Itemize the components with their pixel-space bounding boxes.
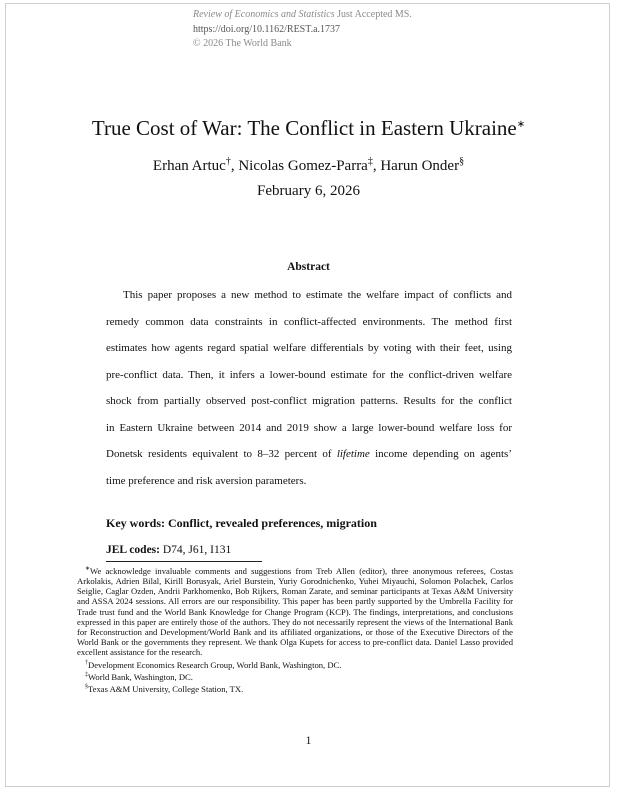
- abstract-emphasis: lifetime: [336, 448, 370, 460]
- jel-values: D74, J61, I131: [160, 544, 232, 556]
- author-footnote-mark[interactable]: †: [225, 156, 231, 167]
- footnote-text: World Bank, Washington, DC.: [88, 671, 193, 682]
- abstract-line: This paper proposes a new method to estimate the welfare impact of conflicts and: [123, 289, 512, 301]
- journal-header: [193, 8, 412, 52]
- footnote-mark: ‡: [85, 671, 88, 678]
- footnote-affiliation: [77, 670, 513, 682]
- title-footnote-mark[interactable]: ∗: [516, 119, 526, 130]
- title-text: True Cost of War: The Conflict in Eastern Ukraine: [91, 116, 517, 140]
- manuscript-status: Just Accepted MS.: [334, 9, 412, 20]
- footnote-affiliation: [77, 682, 513, 694]
- footnote-mark: §: [85, 683, 88, 690]
- abstract-line: pre-conflict data. Then, it infers a lower-bound estimate for the conflict-driven welfare: [106, 368, 512, 381]
- abstract-line: estimates how agents regard spatial welfare differentials by voting with their feet, using: [106, 342, 512, 354]
- keywords: Key words: Conflict, revealed preferences, migration: [106, 516, 377, 530]
- footnotes: [77, 564, 513, 694]
- page-number: 1: [305, 735, 312, 747]
- paper-title: [0, 116, 617, 141]
- doi-link[interactable]: https://doi.org/10.1162/REST.a.1737: [193, 23, 341, 35]
- author-name: Nicolas Gomez-Parra: [238, 158, 368, 174]
- footnote-text: Development Economics Research Group, World Bank, Washington, DC.: [88, 659, 342, 670]
- copyright-notice: © 2026 The World Bank: [193, 38, 292, 49]
- footnote-text: Texas A&M University, College Station, TX.: [88, 683, 244, 694]
- author-footnote-mark[interactable]: ‡: [367, 156, 373, 167]
- footnote-mark: ∗: [85, 566, 91, 572]
- jel-label: JEL codes:: [106, 544, 160, 556]
- abstract-line: remedy common data constraints in conflict-affected environments. The method first: [106, 315, 512, 328]
- author-name: Erhan Artuc: [152, 158, 226, 174]
- journal-name: Review of Economics and Statistics: [193, 9, 335, 20]
- abstract-text: income depending on agents’: [369, 448, 512, 460]
- footnote-rule: [106, 561, 262, 562]
- paper-date: February 6, 2026: [257, 183, 360, 199]
- author-name: Harun Onder: [380, 158, 460, 174]
- abstract-body: [106, 287, 512, 499]
- footnote-affiliation: [77, 658, 513, 670]
- abstract-heading: Abstract: [287, 261, 330, 273]
- abstract-line: shock from partially observed post-conflict migration patterns. Results for the conflict: [106, 395, 512, 407]
- abstract-text: Donetsk residents equivalent to 8–32 percent of: [106, 448, 337, 460]
- jel-codes: [106, 544, 231, 556]
- author-footnote-mark[interactable]: §: [459, 156, 465, 167]
- abstract-line: [106, 446, 512, 473]
- footnote-mark: †: [85, 659, 88, 666]
- footnote-text: We acknowledge invaluable comments and suggestions from Treb Allen (editor), three anonymous referees, Costas Arkolakis, Adrien Bilal, Kirill Borusyak, Ariel Burstein, Yuriy Gorodnichenko, Yuhei Miyauchi, Solomon Polachek, Carlos Seiglie, Caglar Ozden, Andrii Parkhomenko, Bob Rijkers, Roman Zarate, and seminar participants at Texas A&M University and ASSA 2024 sessions. All errors are our responsibility. This paper has been partly supported by the Umbrella Facility for Trade trust fund and the World Bank Knowledge for Change Program (KCP). The findings, interpretations, and conclusions expressed in this paper are entirely those of the authors. They do not necessarily represent the views of the International Bank for Reconstruction and Development/World Bank and its affiliated organizations, or those of the Executive Directors of the World Bank or the governments they represent. We thank Olga Kupets for access to pre-conflict data. Daniel Lasso provided excellent assistance for the research.: [77, 565, 513, 658]
- author-list: Erhan Artuc†, Nicolas Gomez-Parra‡, Harun Onder§: [152, 156, 465, 174]
- abstract-line: in Eastern Ukraine between 2014 and 2019 show a large lower-bound welfare loss for: [106, 421, 512, 434]
- abstract-line: time preference and risk aversion parameters.: [106, 474, 307, 487]
- footnote-acknowledgement: [77, 564, 513, 658]
